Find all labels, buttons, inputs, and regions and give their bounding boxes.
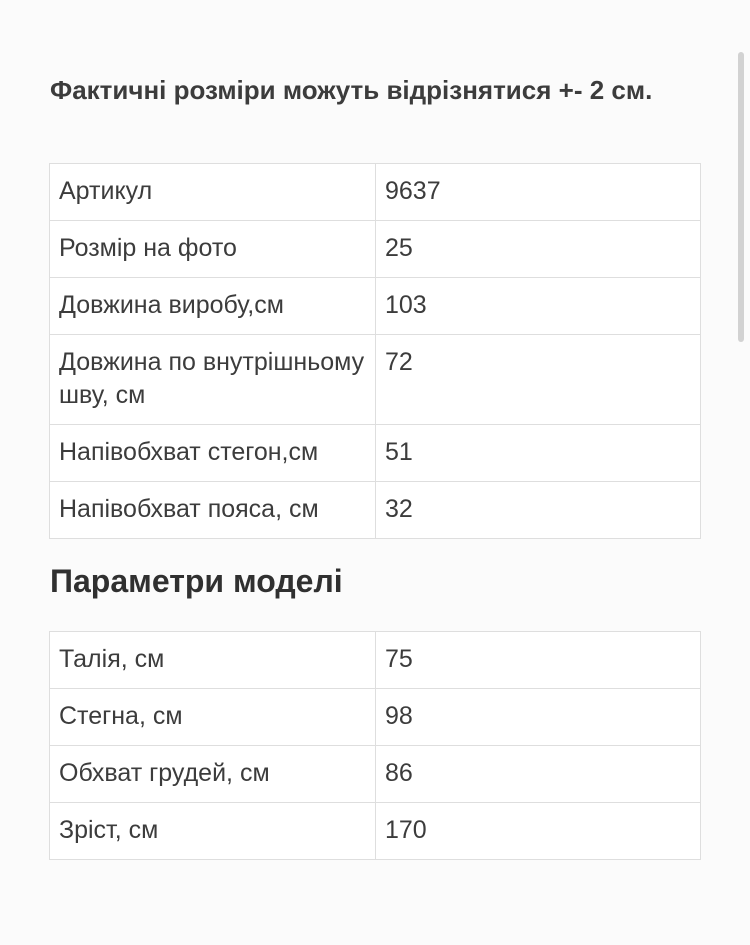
table-row (50, 164, 701, 221)
table-row (50, 221, 701, 278)
spec-label: Довжина виробу,см (50, 278, 376, 335)
spec-value: 103 (376, 278, 701, 335)
model-params-table (49, 631, 701, 860)
table-row (50, 278, 701, 335)
spec-value: 51 (376, 425, 701, 482)
spec-label: Напівобхват стегон,см (50, 425, 376, 482)
spec-value: 32 (376, 482, 701, 539)
param-value: 75 (376, 632, 701, 689)
spec-label: Розмір на фото (50, 221, 376, 278)
table-row (50, 632, 701, 689)
spec-label: Довжина по внутрішньому шву, см (50, 335, 376, 425)
spec-label: Артикул (50, 164, 376, 221)
param-label: Стегна, см (50, 689, 376, 746)
product-specs-table (49, 163, 701, 539)
param-value: 86 (376, 746, 701, 803)
table-row (50, 746, 701, 803)
spec-value: 72 (376, 335, 701, 425)
spec-label: Напівобхват пояса, см (50, 482, 376, 539)
table-row (50, 803, 701, 860)
param-label: Талія, см (50, 632, 376, 689)
table-row (50, 482, 701, 539)
spec-value: 9637 (376, 164, 701, 221)
table-row (50, 425, 701, 482)
param-value: 98 (376, 689, 701, 746)
param-value: 170 (376, 803, 701, 860)
table-row (50, 335, 701, 425)
table-row (50, 689, 701, 746)
size-disclaimer: Фактичні розміри можуть відрізнятися +- 2 см. (50, 75, 653, 105)
param-label: Зріст, см (50, 803, 376, 860)
scrollbar[interactable] (738, 52, 744, 342)
spec-value: 25 (376, 221, 701, 278)
model-params-heading: Параметри моделі (50, 563, 343, 599)
param-label: Обхват грудей, см (50, 746, 376, 803)
